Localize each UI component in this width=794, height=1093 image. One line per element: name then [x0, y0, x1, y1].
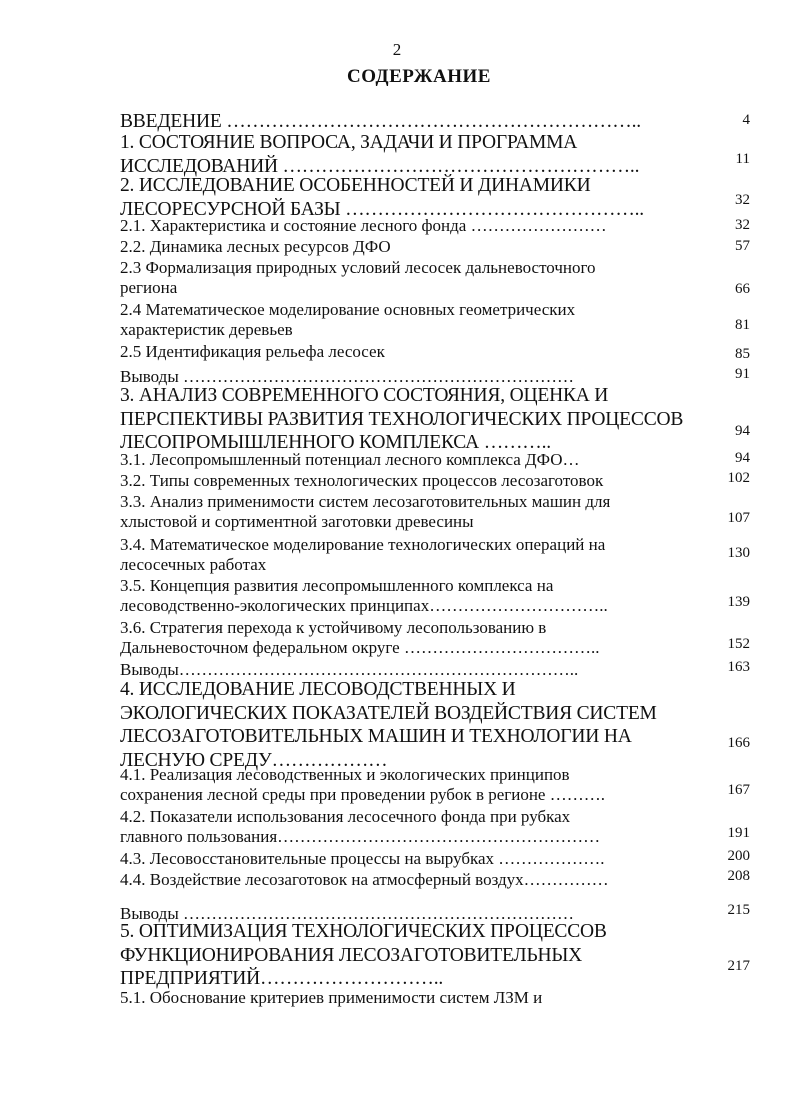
toc-entry-page: 191: [727, 825, 750, 841]
toc-entry-page: 166: [727, 735, 750, 751]
toc-entry-3-2: [120, 471, 700, 491]
toc-entry-page: 4: [742, 112, 750, 128]
toc-entry-line: ЛЕСОРЕСУРСНОЙ БАЗЫ ………………………………………..: [120, 198, 644, 220]
toc-entry-line: 3.1. Лесопромышленный потенциал лесного комплекса ДФО…: [120, 450, 580, 469]
toc-entry-line: 2.3 Формализация природных условий лесосек дальневосточного: [120, 258, 596, 277]
toc-entry-line: 4.4. Воздействие лесозаготовок на атмосферный воздух……………: [120, 870, 609, 889]
toc-entry-page: 66: [735, 281, 750, 297]
toc-entry-line: 2.5 Идентификация рельефа лесосек: [120, 342, 385, 361]
toc-entry-3-3: [120, 492, 700, 532]
toc-entry-line: ПРЕДПРИЯТИЙ………………………..: [120, 968, 444, 989]
toc-entry-page: 217: [727, 958, 750, 974]
toc-entry-line: 1. СОСТОЯНИЕ ВОПРОСА, ЗАДАЧИ И ПРОГРАММА: [120, 132, 578, 153]
toc-entry-page: 94: [735, 423, 750, 439]
toc-entry-chapter-2: [120, 174, 700, 221]
toc-entry-line: региона: [120, 278, 178, 297]
toc-entry-line: 3.5. Концепция развития лесопромышленного комплекса на: [120, 576, 554, 595]
toc-entry-4-2: [120, 807, 700, 847]
toc-entry-line: Выводы ……………………………………………………………: [120, 367, 575, 386]
toc-entry-page: 94: [735, 450, 750, 466]
toc-entry-line: 4.3. Лесовосстановительные процессы на вырубках ……………….: [120, 849, 605, 868]
toc-entry-4-3: [120, 849, 700, 869]
toc-entry-line: ПЕРСПЕКТИВЫ РАЗВИТИЯ ТЕХНОЛОГИЧЕСКИХ ПРОЦЕССОВ: [120, 408, 684, 430]
toc-entry-3-5: [120, 576, 700, 616]
toc-entry-line: ИССЛЕДОВАНИЙ ………………………………………………..: [120, 155, 640, 177]
toc-entry-line: 3.4. Математическое моделирование технологических операций на: [120, 535, 606, 554]
toc-entry-2-4: [120, 300, 700, 340]
toc-entry-line: главного пользования…………………………………………………: [120, 827, 601, 846]
toc-entry-2-3: [120, 258, 700, 298]
toc-entry-chapter-3: [120, 384, 700, 455]
toc-entry-page: 57: [735, 238, 750, 254]
toc-entry-page: 11: [735, 151, 750, 167]
toc-entry-line: характеристик деревьев: [120, 320, 293, 339]
toc-entry-page: 130: [727, 545, 750, 561]
toc-entry-line: ВВЕДЕНИЕ ………………………………………………………..: [120, 111, 641, 132]
page-number: 2: [392, 40, 402, 59]
toc-entry-line: лесосечных работах: [120, 555, 267, 574]
toc-entry-chapter-1: [120, 131, 700, 178]
toc-entry-2-1: [120, 216, 700, 236]
toc-entry-chapter-4: [120, 678, 700, 772]
toc-entry-intro: [120, 110, 700, 134]
toc-entry-page: 32: [735, 217, 750, 233]
toc-entry-line: 2.2. Динамика лесных ресурсов ДФО: [120, 237, 391, 256]
toc-entry-page: 208: [727, 868, 750, 884]
page-title: СОДЕРЖАНИЕ: [347, 66, 491, 87]
toc-entry-3-6: [120, 618, 700, 658]
toc-entry-line: 4.2. Показатели использования лесосечного фонда при рубках: [120, 807, 571, 826]
toc-entry-page: 85: [735, 346, 750, 362]
toc-entry-conclusions-3: [120, 660, 700, 680]
toc-entry-line: лесоводственно-экологических принципах…………………………..: [120, 596, 608, 615]
toc-entry-page: 107: [727, 510, 750, 526]
toc-entry-line: 3.3. Анализ применимости систем лесозаготовительных машин для: [120, 492, 611, 511]
toc-entry-line: 5.1. Обоснование критериев применимости систем ЛЗМ и: [120, 988, 543, 1007]
toc-entry-line: 2.4 Математическое моделирование основных геометрических: [120, 300, 576, 319]
toc-entry-line: 4.1. Реализация лесоводственных и экологических принципов: [120, 765, 570, 784]
toc-entry-line: ЛЕСОПРОМЫШЛЕННОГО КОМПЛЕКСА ………..: [120, 432, 551, 453]
toc-entry-line: 2.1. Характеристика и состояние лесного фонда ……………………: [120, 216, 607, 235]
toc-entry-line: 2. ИССЛЕДОВАНИЕ ОСОБЕННОСТЕЙ И ДИНАМИКИ: [120, 175, 591, 196]
toc-entry-page: 81: [735, 317, 750, 333]
toc-entry-line: 5. ОПТИМИЗАЦИЯ ТЕХНОЛОГИЧЕСКИХ ПРОЦЕССОВ: [120, 921, 607, 942]
toc-entry-page: 139: [727, 594, 750, 610]
toc-entry-page: 163: [727, 659, 750, 675]
toc-entry-line: 3. АНАЛИЗ СОВРЕМЕННОГО СОСТОЯНИЯ, ОЦЕНКА И: [120, 385, 609, 406]
toc-entry-line: Выводы……………………………………………………………..: [120, 660, 579, 679]
toc-entry-page: 167: [727, 782, 750, 798]
toc-entry-5-1: [120, 988, 700, 1008]
toc-entry-4-1: [120, 765, 700, 805]
toc-entry-2-2: [120, 237, 700, 257]
toc-entry-line: 3.6. Стратегия перехода к устойчивому лесопользованию в: [120, 618, 547, 637]
toc-entry-line: хлыстовой и сортиментной заготовки древесины: [120, 512, 474, 531]
toc-entry-line: Дальневосточном федеральном округе ……………………………..: [120, 638, 600, 657]
toc-entry-chapter-5: [120, 920, 700, 991]
toc-entry-page: 215: [727, 902, 750, 918]
toc-entry-line: ЛЕСОЗАГОТОВИТЕЛЬНЫХ МАШИН И ТЕХНОЛОГИИ НА: [120, 726, 632, 747]
toc-entry-3-4: [120, 535, 700, 575]
toc-entry-page: 152: [727, 636, 750, 652]
toc-entry-line: сохранения лесной среды при проведении рубок в регионе ……….: [120, 785, 605, 804]
toc-entry-line: ЭКОЛОГИЧЕСКИХ ПОКАЗАТЕЛЕЙ ВОЗДЕЙСТВИЯ СИСТЕМ: [120, 702, 657, 724]
toc-entry-line: 3.2. Типы современных технологических процессов лесозаготовок: [120, 471, 604, 490]
toc-entry-page: 102: [727, 470, 750, 486]
toc-entry-4-4: [120, 870, 700, 890]
toc-entry-page: 91: [735, 366, 750, 382]
toc-entry-2-5: [120, 342, 700, 362]
toc-entry-line: ФУНКЦИОНИРОВАНИЯ ЛЕСОЗАГОТОВИТЕЛЬНЫХ: [120, 944, 583, 966]
toc-entry-page: 200: [727, 848, 750, 864]
toc-entry-line: ЛЕСНУЮ СРЕДУ………………: [120, 749, 388, 771]
toc-entry-page: 32: [735, 192, 750, 208]
toc-entry-line: 4. ИССЛЕДОВАНИЕ ЛЕСОВОДСТВЕННЫХ И: [120, 679, 516, 700]
toc-entry-3-1: [120, 450, 700, 470]
toc-entry-line: Выводы ……………………………………………………………: [120, 904, 575, 923]
